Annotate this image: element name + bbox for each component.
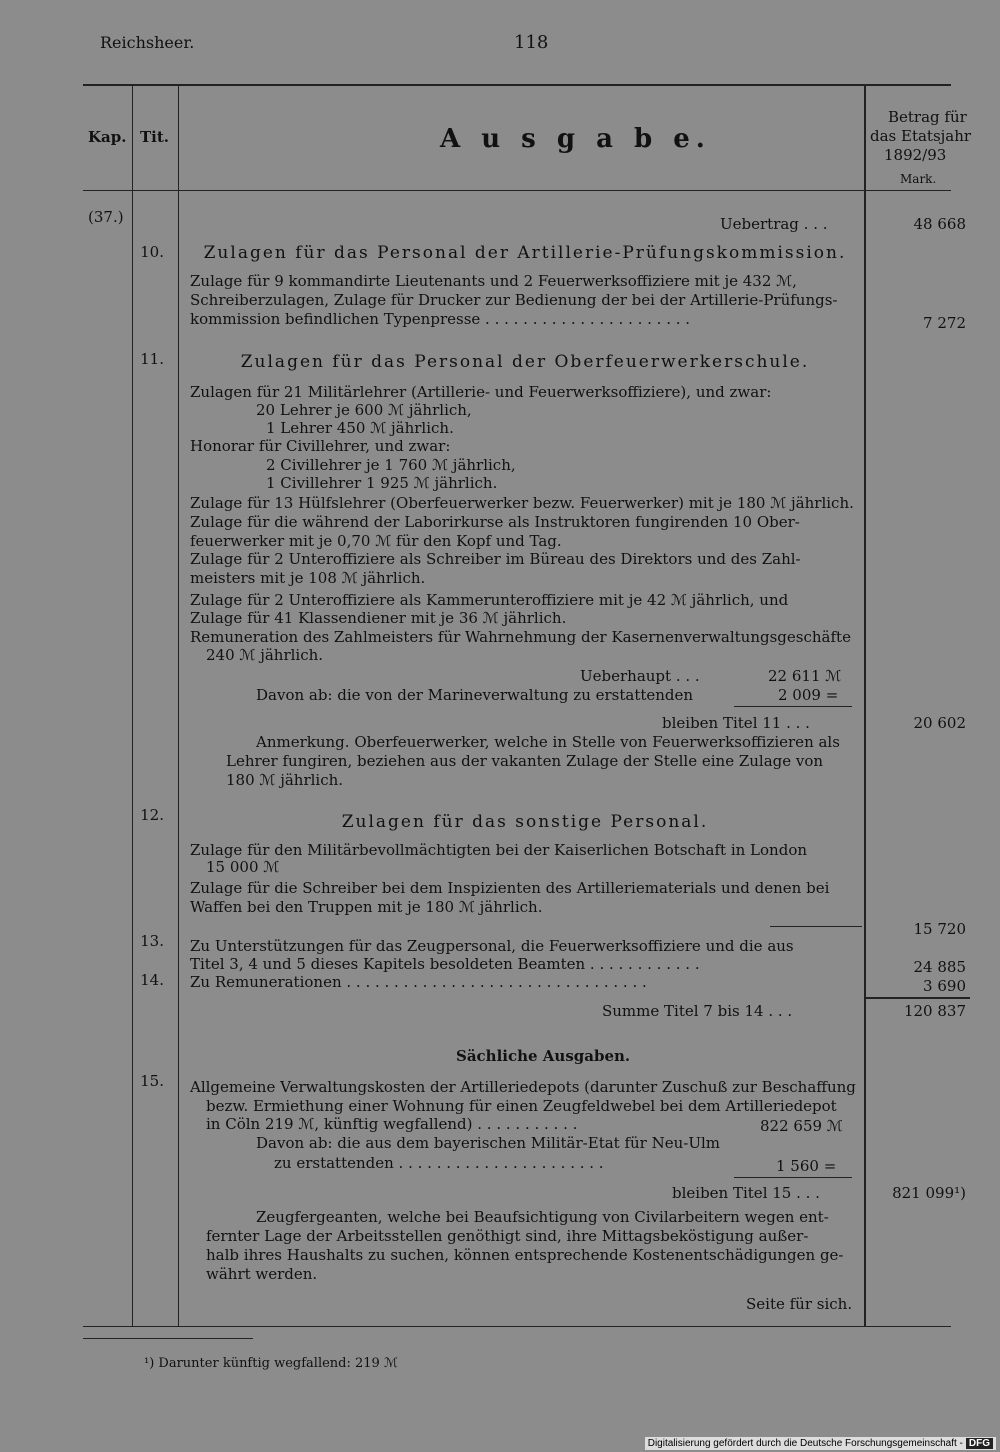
t15-davon-1: Davon ab: die aus dem bayerischen Militär-Etat für Neu-Ulm <box>256 1134 721 1152</box>
t11-anmerkung-1: Anmerkung. Oberfeuerwerker, welche in Stelle von Feuerwerksoffizieren als <box>256 733 840 751</box>
t11-bleiben-label: bleiben Titel 11 . . . <box>662 714 810 732</box>
t12-line-1: Zulage für den Militärbevollmächtigten bei der Kaiserlichen Botschaft in London <box>190 841 808 859</box>
t15-line-1: Allgemeine Verwaltungskosten der Artilleriedepots (darunter Zuschuß zur Beschaffung <box>190 1078 856 1096</box>
kap-number: (37.) <box>88 208 124 226</box>
t15-sub-rule <box>734 1177 852 1178</box>
header-betrag-unit: Mark. <box>900 172 937 186</box>
top-rule <box>83 84 951 86</box>
t15-davon-2: zu erstattenden . . . . . . . . . . . . . . . . . . . . . . <box>274 1154 604 1172</box>
t11-line-14: Remuneration des Zahlmeisters für Wahrnehmung der Kasernenverwaltungsgeschäfte <box>190 628 851 646</box>
tit-15: 15. <box>140 1072 164 1090</box>
t11-line-12: Zulage für 2 Unteroffiziere als Kammerunteroffiziere mit je 42 ℳ jährlich, und <box>190 591 789 609</box>
t15-davon-amount: 1 560 = <box>776 1157 837 1175</box>
tit-12: 12. <box>140 806 164 824</box>
t13-amount: 24 885 <box>913 958 966 976</box>
t15-note-1: Zeugfergeanten, welche bei Beaufsichtigung von Civilarbeitern wegen ent- <box>256 1208 829 1226</box>
t12-line-4: Waffen bei den Truppen mit je 180 ℳ jährlich. <box>190 898 543 916</box>
t11-davon-label: Davon ab: die von der Marineverwaltung zu erstattenden <box>256 686 694 704</box>
header-kap: Kap. <box>88 128 127 146</box>
t12-heading: Zulagen für das sonstige Personal. <box>341 812 709 832</box>
t15-bleiben-label: bleiben Titel 15 . . . <box>672 1184 820 1202</box>
t13-line-1: Zu Unterstützungen für das Zeugpersonal, die Feuerwerksoffiziere und die aus <box>190 937 794 955</box>
seite-fuer-sich: Seite für sich. <box>746 1295 853 1313</box>
header-tit: Tit. <box>140 128 170 146</box>
header-betrag-1: Betrag für <box>888 108 967 126</box>
t11-line-11: meisters mit je 108 ℳ jährlich. <box>190 569 426 587</box>
t11-ueberhaupt-amount: 22 611 ℳ <box>768 667 842 685</box>
t10-amount: 7 272 <box>923 314 966 332</box>
summe-rule <box>866 997 970 999</box>
t10-heading: Zulagen für das Personal der Artillerie-Prüfungskommission. <box>203 243 847 263</box>
digitization-footer <box>645 1437 996 1450</box>
t11-sub-rule <box>734 706 852 707</box>
col-line-kap <box>132 86 133 1326</box>
t15-line-2: bezw. Ermiethung einer Wohnung für einen Zeugfeldwebel bei dem Artilleriedepot <box>206 1097 837 1115</box>
t11-amount: 20 602 <box>913 714 966 732</box>
uebertrag-label: Uebertrag . . . <box>720 215 828 233</box>
t10-line-1: Zulage für 9 kommandirte Lieutenants und 2 Feuerwerksoffiziere mit je 432 ℳ, <box>190 272 797 290</box>
t15-line-3: in Cöln 219 ℳ, künftig wegfallend) . . . . . . . . . . . <box>206 1115 578 1133</box>
t14-amount: 3 690 <box>923 977 966 995</box>
summe-amount: 120 837 <box>903 1002 966 1020</box>
bottom-rule <box>83 1326 951 1327</box>
t11-line-13: Zulage für 41 Klassendiener mit je 36 ℳ jährlich. <box>190 609 567 627</box>
footnote-rule <box>83 1338 253 1339</box>
col-line-tit <box>178 86 179 1326</box>
t11-line-3: 1 Lehrer 450 ℳ jährlich. <box>266 419 454 437</box>
tit-11: 11. <box>140 350 164 368</box>
header-betrag-2: das Etatsjahr <box>870 127 972 145</box>
section-title: Reichsheer. <box>100 33 195 52</box>
t12-line-2: 15 000 ℳ <box>206 858 280 876</box>
tit-14: 14. <box>140 971 164 989</box>
t11-line-2: 20 Lehrer je 600 ℳ jährlich, <box>256 401 472 419</box>
t11-heading: Zulagen für das Personal der Oberfeuerwerkerschule. <box>240 352 810 372</box>
t11-line-6: 1 Civillehrer 1 925 ℳ jährlich. <box>266 474 498 492</box>
header-betrag-3: 1892/93 <box>884 146 947 164</box>
dfg-logo: DFG <box>966 1438 993 1449</box>
t11-line-15: 240 ℳ jährlich. <box>206 646 324 664</box>
t11-line-9: feuerwerker mit je 0,70 ℳ für den Kopf und Tag. <box>190 532 562 550</box>
t11-anmerkung-2: Lehrer fungiren, beziehen aus der vakanten Zulage der Stelle eine Zulage von <box>226 752 824 770</box>
saechliche-heading: Sächliche Ausgaben. <box>456 1047 631 1065</box>
header-rule <box>83 190 951 191</box>
uebertrag-amount: 48 668 <box>913 215 966 233</box>
t10-line-3: kommission befindlichen Typenpresse . . . . . . . . . . . . . . . . . . . . . . <box>190 310 691 328</box>
t12-rule <box>770 926 862 927</box>
summe-label: Summe Titel 7 bis 14 . . . <box>602 1002 793 1020</box>
t15-note-3: halb ihres Haushalts zu suchen, können entsprechende Kostenentschädigungen ge- <box>206 1246 844 1264</box>
t13-line-2: Titel 3, 4 und 5 dieses Kapitels besoldeten Beamten . . . . . . . . . . . . <box>190 955 700 973</box>
t11-ueberhaupt-label: Ueberhaupt . . . <box>580 667 700 685</box>
tit-10: 10. <box>140 243 164 261</box>
tit-13: 13. <box>140 932 164 950</box>
t10-line-2: Schreiberzulagen, Zulage für Drucker zur Bedienung der bei der Artillerie-Prüfungs- <box>190 291 838 309</box>
footer-text: Digitalisierung gefördert durch die Deutsche Forschungsgemeinschaft - <box>647 1438 963 1449</box>
t11-anmerkung-3: 180 ℳ jährlich. <box>226 771 344 789</box>
t11-line-5: 2 Civillehrer je 1 760 ℳ jährlich, <box>266 456 516 474</box>
t15-sub-amount: 822 659 ℳ <box>760 1117 843 1135</box>
t11-line-4: Honorar für Civillehrer, und zwar: <box>190 437 451 455</box>
page-number: 118 <box>514 32 549 53</box>
col-line-betrag <box>864 86 866 1326</box>
t11-line-8: Zulage für die während der Laborirkurse als Instruktoren fungirenden 10 Ober- <box>190 513 800 531</box>
footnote: ¹) Darunter künftig wegfallend: 219 ℳ <box>144 1356 398 1371</box>
t12-line-3: Zulage für die Schreiber bei dem Inspizienten des Artilleriematerials und denen bei <box>190 879 830 897</box>
t15-amount: 821 099¹) <box>892 1184 966 1202</box>
t14-line: Zu Remunerationen . . . . . . . . . . . . . . . . . . . . . . . . . . . . . . . . <box>190 973 647 991</box>
t11-line-10: Zulage für 2 Unteroffiziere als Schreiber im Büreau des Direktors und des Zahl- <box>190 550 801 568</box>
t11-davon-amount: 2 009 = <box>778 686 839 704</box>
t11-line-1: Zulagen für 21 Militärlehrer (Artillerie- und Feuerwerksoffiziere), und zwar: <box>190 383 772 401</box>
t15-note-4: währt werden. <box>206 1265 318 1283</box>
header-ausgabe: A u s g a b e. <box>440 124 711 154</box>
t12-amount: 15 720 <box>913 920 966 938</box>
t11-line-7: Zulage für 13 Hülfslehrer (Oberfeuerwerker bezw. Feuerwerker) mit je 180 ℳ jährlich. <box>190 494 854 512</box>
t15-note-2: fernter Lage der Arbeitsstellen genöthigt sind, ihre Mittagsbeköstigung außer- <box>206 1227 809 1245</box>
